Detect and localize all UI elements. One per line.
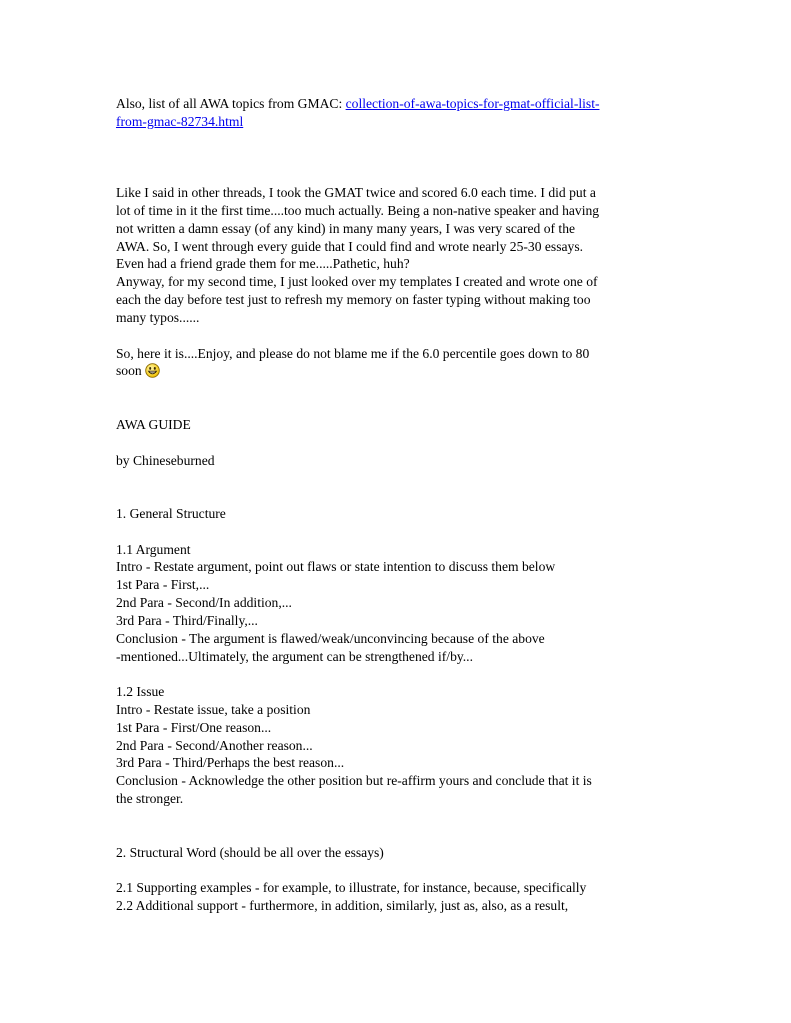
story-line: Anyway, for my second time, I just looked over my templates I created and wrote one of [116,274,598,289]
closing-line-end [116,362,160,380]
section-heading: 1. General Structure [116,506,226,521]
closing-line: So, here it is....Enjoy, and please do not blame me if the 6.0 percentile goes down to 80 [116,346,590,361]
story-line: Even had a friend grade them for me.....Pathetic, huh? [116,256,410,271]
argument-line: 3rd Para - Third/Finally,... [116,613,258,628]
story-line: many typos...... [116,310,200,325]
section-heading: 2. Structural Word (should be all over the essays) [116,845,384,860]
argument-line: 1st Para - First,... [116,577,210,592]
story-line: not written a damn essay (of any kind) in many many years, I was very scared of the [116,221,576,236]
issue-line: 1st Para - First/One reason... [116,720,272,735]
issue-line: Conclusion - Acknowledge the other position but re-affirm yours and conclude that it is [116,773,592,788]
awa-topics-link[interactable]: collection-of-awa-topics-for-gmat-official-list- [345,96,600,111]
issue-line: 3rd Para - Third/Perhaps the best reason... [116,755,345,770]
intro-line [116,95,600,113]
issue-line: Intro - Restate issue, take a position [116,702,311,717]
guide-title: AWA GUIDE [116,417,191,432]
guide-byline: by Chineseburned [116,453,215,468]
intro-text: Also, list of all AWA topics from GMAC: [116,96,346,111]
intro-link-continuation [116,113,243,131]
argument-line: Intro - Restate argument, point out flaws or state intention to discuss them below [116,559,556,574]
story-line: lot of time in it the first time....too much actually. Being a non-native speaker and having [116,203,600,218]
subsection-heading: 1.2 Issue [116,684,165,699]
subsection-heading: 1.1 Argument [116,542,191,557]
awa-topics-link-continued[interactable]: from-gmac-82734.html [116,114,244,129]
story-line: AWA. So, I went through every guide that I could find and wrote nearly 25-30 essays. [116,239,584,254]
story-line: each the day before test just to refresh my memory on faster typing without making too [116,292,591,307]
structural-line: 2.1 Supporting examples - for example, to illustrate, for instance, because, specifically [116,880,587,895]
argument-line: 2nd Para - Second/In addition,... [116,595,292,610]
structural-line: 2.2 Additional support - furthermore, in addition, similarly, just as, also, as a result, [116,898,569,913]
argument-line: -mentioned...Ultimately, the argument can be strengthened if/by... [116,649,473,664]
closing-text: soon [116,363,142,378]
argument-line: Conclusion - The argument is flawed/weak/unconvincing because of the above [116,631,545,646]
grinning-smiley-icon [145,363,160,378]
issue-line: 2nd Para - Second/Another reason... [116,738,313,753]
issue-line: the stronger. [116,791,184,806]
story-line: Like I said in other threads, I took the GMAT twice and scored 6.0 each time. I did put a [116,185,596,200]
